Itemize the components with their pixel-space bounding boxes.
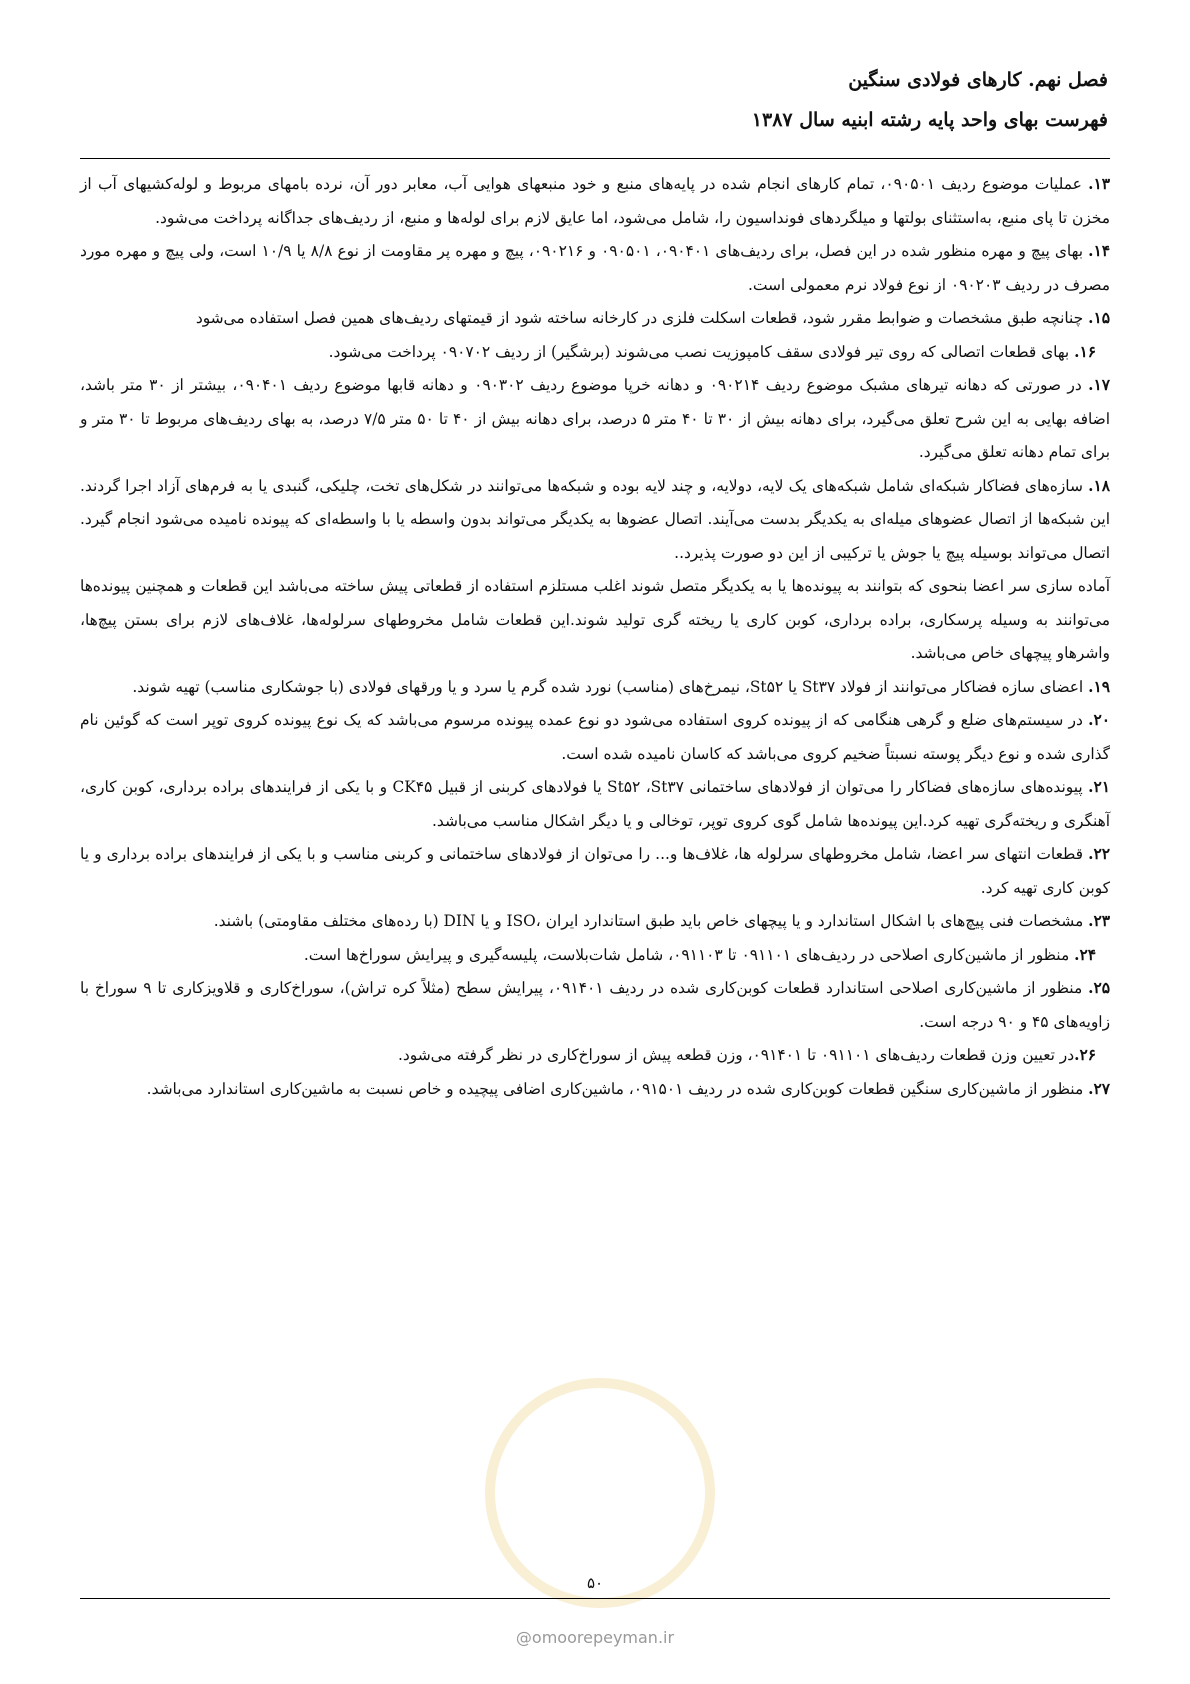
chapter-title: فصل نهم. کارهای فولادی سنگین — [848, 69, 1108, 91]
paragraph-16: ۱۶. بهای قطعات اتصالی که روی تیر فولادی سقف کامپوزیت نصب می‌شوند (برشگیر) از ردیف ۰۹۰۷۰۲ پرداخت می‌شود. — [328, 342, 1096, 361]
paragraph-23: ۲۳. مشخصات فنی پیچ‌های با اشکال استاندارد و یا پیچهای خاص باید طبق استاندارد ایران ،ISO و یا DIN (با رده‌های مختلف مقاومتی) باشند. — [213, 912, 1110, 930]
paragraph-21: ۲۱. پیونده‌های سازه‌های فضاکار را می‌توان از فولادهای ساختمانی St۵۲ ،St۳۷ یا فولادهای کربنی از قبیل CK۴۵ و با یکی از فرایندهای براده برداری، کوبن کاری، آهنگری و ریخته‌گری تهیه کرد.این پیونده‌ها شامل گوی کروی توپر، توخالی و یا دیگر اشکال مناسب می‌باشد. — [80, 778, 1110, 830]
paragraph-25: ۲۵. منظور از ماشین‌کاری اصلاحی استاندارد قطعات کوبن‌کاری شده در ردیف ۰۹۱۴۰۱، پیرایش سطح (مثلاً کره تراش)، سوراخ‌کاری و قلاویزکاری تا ۹ سوراخ با زاویه‌های ۴۵ و ۹۰ درجه است. — [80, 979, 1110, 1031]
main-content — [80, 168, 1110, 1106]
paragraph-27: ۲۷. منظور از ماشین‌کاری سنگین قطعات کوبن‌کاری شده در ردیف ۰۹۱۵۰۱، ماشین‌کاری اضافی پیچیده و خاص نسبت به ماشین‌کاری استاندارد می‌باشد. — [146, 1079, 1110, 1098]
paragraph-26: ۲۶.در تعیین وزن قطعات ردیف‌های ۰۹۱۱۰۱ تا ۰۹۱۴۰۱، وزن قطعه پیش از سوراخ‌کاری در نظر گرفته می‌شود. — [398, 1046, 1096, 1064]
paragraph-24: ۲۴. منظور از ماشین‌کاری اصلاحی در ردیف‌های ۰۹۱۱۰۱ تا ۰۹۱۱۰۳، شامل شات‌بلاست، پلیسه‌گیری و پیرایش سوراخ‌ها است. — [303, 945, 1096, 964]
paragraph-22: ۲۲. قطعات انتهای سر اعضا، شامل مخروطهای سرلوله ها، غلاف‌ها و... را می‌توان از فولادهای ساختمانی و کربنی مناسب و با یکی از فرایندهای براده برداری و یا کوبن کاری تهیه کرد. — [80, 845, 1110, 897]
paragraph-19: ۱۹. اعضای سازه فضاکار می‌توانند از فولاد St۳۷ یا St۵۲، نیمرخ‌های (مناسب) نورد شده گرم یا سرد و یا ورقهای فولادی (با جوشکاری مناسب) تهیه شوند. — [132, 677, 1110, 696]
paragraph-18-continued: آماده سازی سر اعضا بنحوی که بتوانند به پیونده‌ها یا به یکدیگر متصل شوند اغلب مستلزم استفاده از قطعاتی پیش ساخته می‌باشد این قطعات و همچنین پیونده‌ها می‌توانند به وسیله پرسکاری، براده برداری، کوبن کاری یا ریخته گری تولید شوند.این قطعات شامل مخروطهای سرلوله‌ها، غلاف‌های لازم برای بستن پیچ‌ها، واشرهاو پیچهای خاص می‌باشد. — [80, 577, 1110, 662]
paragraph-14: ۱۴. بهای پیچ و مهره منظور شده در این فصل، برای ردیف‌های ۰۹۰۴۰۱، ۰۹۰۵۰۱ و ۰۹۰۲۱۶، پیچ و مهره پر مقاومت از نوع ۸/۸ یا ۱۰/۹ است، ولی پیچ و مهره مورد مصرف در ردیف ۰۹۰۲۰۳ از نوع فولاد نرم معمولی است. — [80, 242, 1110, 294]
paragraph-20: ۲۰. در سیستم‌های ضلع و گرهی هنگامی که از پیونده کروی استفاده می‌شود دو نوع عمده پیونده مرسوم می‌باشد که یک نوع پیونده کروی توپر است که گوئین نام گذاری شده و نوع دیگر پوسته نسبتاً ضخیم کروی می‌باشد که کاسان نامیده شده است. — [80, 711, 1110, 763]
page-header — [78, 60, 1108, 140]
paragraph-18: ۱۸. سازه‌های فضاکار شبکه‌ای شامل شبکه‌های یک لایه، دولایه، و چند لایه بوده و شبکه‌ها می‌توانند در شکل‌های تخت، چلیکی، گنبدی یا به فرم‌های آزاد اجرا گردند. این شبکه‌ها از اتصال عضوهای میله‌ای به یکدیگر بدست می‌آیند. اتصال عضوها به یکدیگر می‌تواند بدون واسطه یا با واسطه‌ای که پیونده نامیده می‌شود انجام گیرد. اتصال می‌تواند بوسیله پیچ یا جوش یا ترکیبی از این دو صورت پذیرد.. — [80, 476, 1110, 562]
price-list-title: فهرست بهای واحد پایه رشته ابنیه سال ۱۳۸۷ — [751, 109, 1108, 131]
footer-divider — [80, 1598, 1110, 1599]
website-watermark: @omoorepeyman.ir — [515, 1628, 675, 1647]
paragraph-17: ۱۷. در صورتی که دهانه تیرهای مشبک موضوع ردیف ۰۹۰۲۱۴ و دهانه خرپا موضوع ردیف ۰۹۰۳۰۲ و دهانه قابها موضوع ردیف ۰۹۰۴۰۱، بیشتر از ۳۰ متر باشد، اضافه بهایی به این شرح تعلق می‌گیرد، برای دهانه بیش از ۳۰ تا ۴۰ متر ۵ درصد، برای دهانه بیش از ۴۰ تا ۵۰ متر ۷/۵ درصد، به بهای ردیف‌های مربوط تا ۳۰ متر و برای تمام دهانه تعلق می‌گیرد. — [80, 376, 1110, 461]
paragraph-13: ۱۳. عملیات موضوع ردیف ۰۹۰۵۰۱، تمام کارهای انجام شده در پایه‌های منبع و خود منبعهای هوایی آب، معابر دور آن، نرده بامهای مربوط و لوله‌کشیهای آب از مخزن تا پای منبع، به‌استثنای بولتها و میلگردهای فونداسیون را، شامل می‌شود، اما عایق لازم برای لوله‌ها و منبع، از ردیف‌های جداگانه پرداخت می‌شود. — [80, 175, 1111, 227]
header-divider — [80, 158, 1110, 159]
page-number: ۵۰ — [586, 1574, 604, 1592]
paragraph-15: ۱۵. چنانچه طبق مشخصات و ضوابط مقرر شود، قطعات اسکلت فلزی در کارخانه ساخته شود از قیمتهای ردیف‌های همین فصل استفاده می‌شود — [195, 309, 1110, 327]
